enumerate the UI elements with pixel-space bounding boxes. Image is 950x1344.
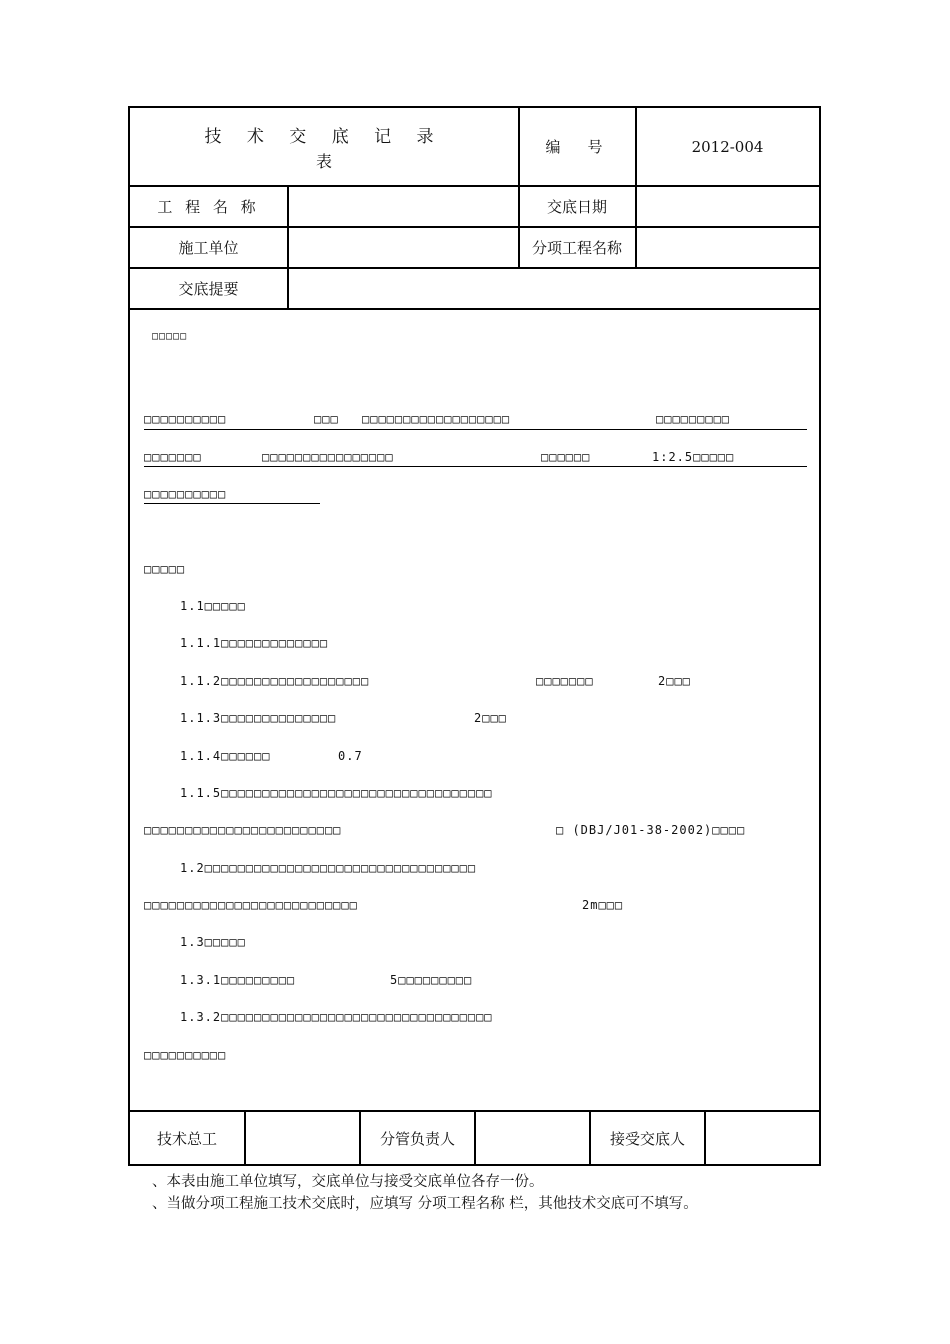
- item-1-1: 1.1□□□□□: [180, 599, 246, 613]
- sub-project-label: 分项工程名称: [531, 239, 622, 257]
- summary-label: 交底提要: [178, 280, 239, 298]
- receiver-label: 接受交底人: [609, 1129, 685, 1148]
- para1-seg-8: 1:2.5□□□□□: [652, 450, 735, 464]
- project-name-value[interactable]: [289, 187, 518, 226]
- item-1-1-5: 1.1.5□□□□□□□□□□□□□□□□□□□□□□□□□□□□□□□□□: [180, 786, 493, 800]
- item-1-3: 1.3□□□□□: [180, 935, 246, 949]
- tech-chief-value[interactable]: [246, 1112, 359, 1164]
- item-1-1-3-b: 2□□□: [474, 711, 507, 725]
- item-1-1-2-c: 2□□□: [658, 674, 691, 688]
- para2-underline: [144, 466, 807, 467]
- note-1: 、本表由施工单位填写，交底单位与接受交底单位各存一份。: [152, 1174, 544, 1190]
- item-1-3-2-cont: □□□□□□□□□□: [144, 1048, 227, 1062]
- number-value: 2012-004: [691, 137, 764, 156]
- manager-value[interactable]: [476, 1112, 589, 1164]
- tech-chief-label: 技术总工: [156, 1129, 217, 1148]
- manager-label: 分管负责人: [379, 1129, 455, 1148]
- construction-unit-value[interactable]: [289, 228, 518, 267]
- number-label: 编 号: [545, 138, 609, 156]
- item-1-1-2-b: □□□□□□□: [536, 674, 594, 688]
- item-1-1-5-cont: □□□□□□□□□□□□□□□□□□□□□□□□: [144, 823, 342, 837]
- para1-seg-5: □□□□□□□: [144, 450, 202, 464]
- para1-seg-2: □□□: [314, 412, 339, 426]
- summary-value[interactable]: [289, 269, 819, 308]
- item-1-2: 1.2□□□□□□□□□□□□□□□□□□□□□□□□□□□□□□□□□: [180, 861, 477, 875]
- item-1-1-4: 1.1.4□□□□□□: [180, 749, 271, 763]
- form-title-line1: 技 术 交 底 记 录: [204, 126, 444, 147]
- sub-project-value[interactable]: [636, 228, 819, 267]
- item-1-2-cont: □□□□□□□□□□□□□□□□□□□□□□□□□□: [144, 898, 358, 912]
- date-label: 交底日期: [546, 198, 607, 216]
- para3-underline: [144, 503, 320, 504]
- item-1-1-2: 1.1.2□□□□□□□□□□□□□□□□□□: [180, 674, 370, 688]
- item-1-3-1: 1.3.1□□□□□□□□□: [180, 973, 296, 987]
- para1-seg-4: □□□□□□□□□: [656, 412, 731, 426]
- form-title-line2: 表: [315, 151, 332, 171]
- para1-seg-6: □□□□□□□□□□□□□□□□: [262, 450, 394, 464]
- item-1-3-1-b: 5□□□□□□□□□: [390, 973, 473, 987]
- row-divider-4: [128, 308, 821, 310]
- item-1-1-5-ref: □ (DBJ/J01-38-2002)□□□□: [556, 823, 746, 837]
- para1-seg-9: □□□□□□□□□□: [144, 487, 227, 501]
- item-1-1-4-b: 0.7: [338, 749, 363, 763]
- project-name-label: 工 程 名 称: [157, 198, 260, 216]
- para1-seg-3: □□□□□□□□□□□□□□□□□□: [362, 412, 511, 426]
- item-1-1-1: 1.1.1□□□□□□□□□□□□□: [180, 636, 329, 650]
- item-1-1-3: 1.1.3□□□□□□□□□□□□□□: [180, 711, 337, 725]
- note-2: 、当做分项工程施工技术交底时，应填写 分项工程名称 栏，其他技术交底可不填写。: [152, 1196, 698, 1212]
- form-title: [130, 108, 518, 185]
- date-value[interactable]: [636, 187, 819, 226]
- para1-underline: [144, 429, 807, 430]
- item-1-3-2: 1.3.2□□□□□□□□□□□□□□□□□□□□□□□□□□□□□□□□□: [180, 1010, 493, 1024]
- para1-seg-7: □□□□□□: [541, 450, 591, 464]
- item-1-2-b: 2m□□□: [582, 898, 624, 912]
- section-heading: □□□□□: [144, 562, 186, 576]
- receiver-value[interactable]: [706, 1112, 819, 1164]
- construction-unit-label: 施工单位: [178, 239, 239, 257]
- content-heading: □□□□□: [152, 331, 188, 342]
- para1-seg-1: □□□□□□□□□□: [144, 412, 227, 426]
